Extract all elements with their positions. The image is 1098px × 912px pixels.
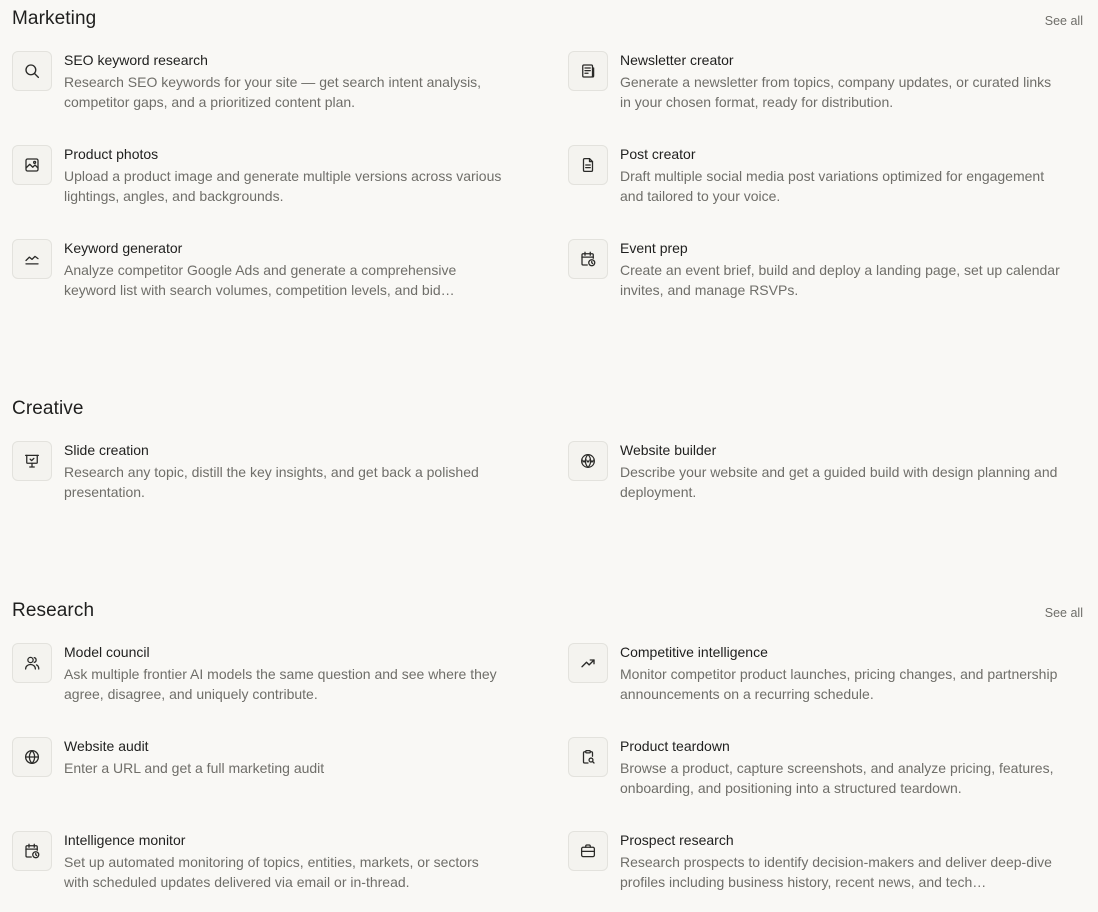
card-description: Upload a product image and generate multiple versions across various lightings, angles, and backgrounds.	[64, 168, 502, 204]
card-description: Generate a newsletter from topics, company updates, or curated links in your chosen format, ready for distribution.	[620, 74, 1052, 110]
card-prospect-research[interactable]	[568, 831, 1068, 911]
card-description: Draft multiple social media post variations optimized for engagement and tailored to your voice.	[620, 168, 1045, 204]
card-description: Research any topic, distill the key insights, and get back a polished presentation.	[64, 464, 479, 500]
card-post-creator[interactable]	[568, 145, 1068, 225]
card-description: Research SEO keywords for your site — get search intent analysis, competitor gaps, and a prioritized content plan.	[64, 74, 482, 110]
card-description: Enter a URL and get a full marketing audit	[64, 760, 325, 776]
see-all-link[interactable]: See all	[1044, 606, 1083, 620]
research-header	[12, 592, 1083, 632]
card-title: Intelligence monitor	[64, 832, 186, 848]
card-competitive-intelligence[interactable]	[568, 643, 1068, 723]
card-description: Analyze competitor Google Ads and generate a comprehensive keyword list with search volumes, competition levels, and bid…	[64, 262, 457, 298]
card-description: Create an event brief, build and deploy a landing page, set up calendar invites, and manage RSVPs.	[620, 262, 1060, 298]
card-description: Browse a product, capture screenshots, and analyze pricing, features, onboarding, and positioning into a structured teardown.	[620, 760, 1054, 796]
card-title: Model council	[64, 644, 150, 660]
card-description: Research prospects to identify decision-makers and deliver deep-dive profiles including business history, recent news, and tech…	[620, 854, 1052, 890]
newsletter-icon	[568, 51, 608, 91]
clipboard-search-icon	[568, 737, 608, 777]
marketing-header	[12, 0, 1083, 40]
calendar-clock-icon	[12, 831, 52, 871]
card-title: Prospect research	[620, 832, 734, 848]
card-title: Competitive intelligence	[620, 644, 768, 660]
chart-line-icon	[12, 239, 52, 279]
card-website-audit[interactable]	[12, 737, 512, 817]
card-description: Set up automated monitoring of topics, entities, markets, or sectors with scheduled updates delivered via email or in-thread.	[64, 854, 479, 890]
search-icon	[12, 51, 52, 91]
card-product-teardown[interactable]	[568, 737, 1068, 817]
card-seo-keyword-research[interactable]	[12, 51, 512, 131]
presentation-icon	[12, 441, 52, 481]
card-title: Newsletter creator	[620, 52, 734, 68]
www-globe-icon	[568, 441, 608, 481]
card-newsletter-creator[interactable]	[568, 51, 1068, 131]
section-title: Research	[12, 600, 95, 621]
card-description: Ask multiple frontier AI models the same question and see where they agree, disagree, and uniquely contribute.	[64, 666, 497, 702]
card-product-photos[interactable]	[12, 145, 512, 225]
card-intelligence-monitor[interactable]	[12, 831, 512, 911]
card-description: Describe your website and get a guided build with design planning and deployment.	[620, 464, 1058, 500]
card-event-prep[interactable]	[568, 239, 1068, 319]
briefcase-icon	[568, 831, 608, 871]
calendar-clock-icon	[568, 239, 608, 279]
see-all-link[interactable]: See all	[1044, 14, 1083, 28]
card-title: Event prep	[620, 240, 688, 256]
section-title: Creative	[12, 398, 84, 419]
card-keyword-generator[interactable]	[12, 239, 512, 319]
card-title: Product photos	[64, 146, 159, 162]
creative-header	[12, 390, 1083, 430]
globe-icon	[12, 737, 52, 777]
card-slide-creation[interactable]	[12, 441, 512, 521]
card-title: Post creator	[620, 146, 696, 162]
card-title: Slide creation	[64, 442, 149, 458]
image-icon	[12, 145, 52, 185]
card-title: Product teardown	[620, 738, 730, 754]
users-icon	[12, 643, 52, 683]
card-title: Website builder	[620, 442, 717, 458]
card-title: Website audit	[64, 738, 149, 754]
card-title: Keyword generator	[64, 240, 183, 256]
trending-up-icon	[568, 643, 608, 683]
card-website-builder[interactable]	[568, 441, 1068, 521]
section-title: Marketing	[12, 8, 97, 29]
card-title: SEO keyword research	[64, 52, 208, 68]
document-icon	[568, 145, 608, 185]
card-description: Monitor competitor product launches, pricing changes, and partnership announcements on a recurring schedule.	[620, 666, 1058, 702]
card-model-council[interactable]	[12, 643, 512, 723]
